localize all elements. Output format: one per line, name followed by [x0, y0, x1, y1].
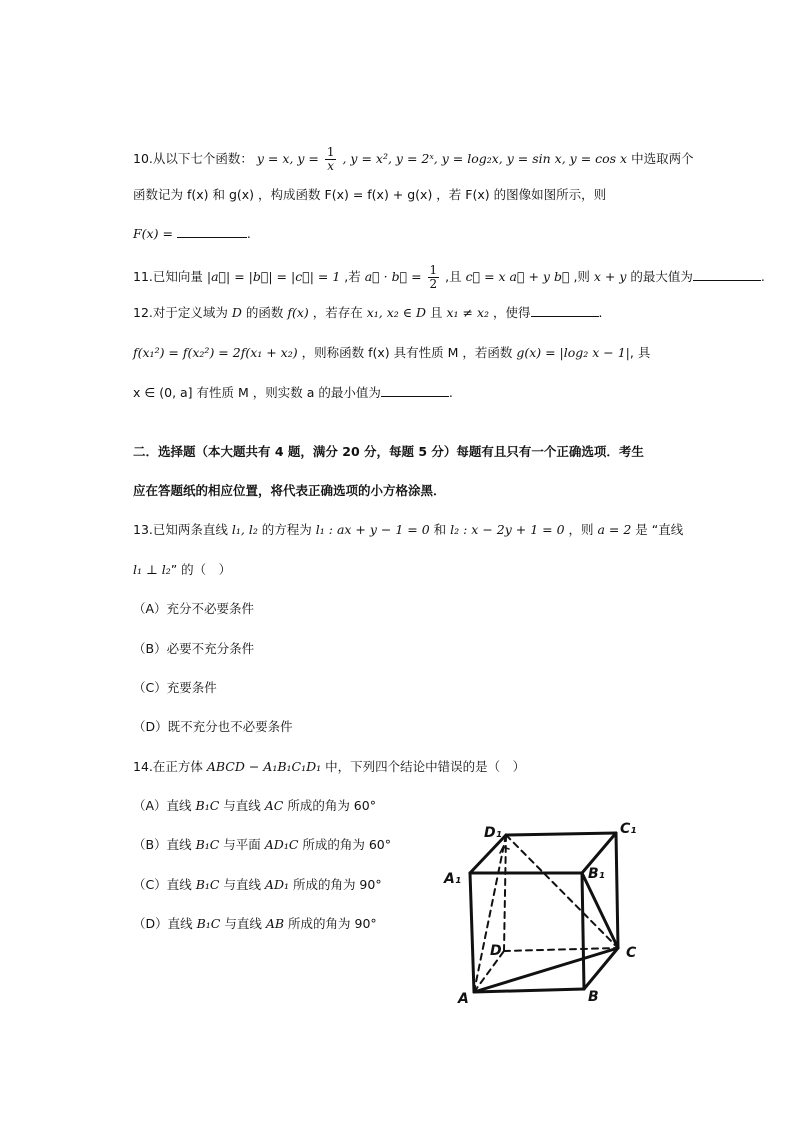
q10-line3 [133, 225, 251, 243]
q13-eq1: l₁ : ax + y − 1 = 0 [315, 522, 430, 537]
q11-mid2: ,且 [441, 269, 466, 284]
q12-line3 [133, 384, 453, 402]
q12-line2 [133, 344, 650, 362]
q13-line1-end: 是 “直线 [631, 522, 684, 537]
edge-d1-c1 [506, 833, 616, 835]
q11-suffix: 的最大值为 [626, 269, 693, 284]
section2-line1: 二．选择题（本大题共有 4 题，满分 20 分，每题 5 分）每题有且只有一个正确选项．考生 [133, 444, 644, 459]
q12-line2-g: g(x) = |log₂ x − 1| [516, 345, 630, 360]
q12-prefix: 12.对于定义域为 [133, 305, 232, 320]
q14-suffix: 中，下列四个结论中错误的是（ ） [321, 759, 526, 774]
q14-d-line1: B₁C [196, 916, 221, 931]
section2-line2: 应在答题纸的相应位置，将代表正确选项的小方格涂黑． [133, 483, 446, 498]
q13-option-d[interactable]: （D）既不充分也不必要条件 [133, 719, 293, 734]
q12-line1 [133, 304, 603, 322]
q12-line3-prefix: x ∈ (0, a] 有性质 M ，则实数 a 的最小值为 [133, 385, 381, 400]
q11-mid3: ,则 [569, 269, 594, 284]
label-b1: B₁ [588, 866, 605, 882]
q13-eq2: l₂ : x − 2y + 1 = 0 [450, 522, 565, 537]
q11-cond3: c⃗ = x a⃗ + y b⃗ [465, 269, 570, 284]
q13-option-c[interactable]: （C）充要条件 [133, 680, 217, 695]
label-a: A [458, 991, 469, 1007]
edge-b1-b [582, 873, 584, 989]
q11-mid1: ,若 [344, 269, 365, 284]
q14-a-line2: AC [264, 798, 284, 813]
q14-c-line1: B₁C [195, 877, 220, 892]
angle-mark [500, 847, 509, 853]
q13-option-b[interactable]: （B）必要不充分条件 [133, 641, 255, 656]
q14-option-a[interactable] [133, 797, 376, 815]
q10-line1 [133, 146, 694, 173]
q12-func: f(x) [287, 305, 309, 320]
q12-domain: D [231, 305, 242, 320]
q13-prefix: 13.已知两条直线 [133, 522, 232, 537]
q11-answer-blank[interactable] [693, 268, 761, 281]
q13-and: 和 [429, 522, 451, 537]
q12-line2-expr: f(x₁²) = f(x₂²) = 2f(x₁ + x₂) [133, 345, 298, 360]
q14-a-mid: 与直线 [219, 798, 265, 813]
q14-d-end: 所成的角为 90° [284, 916, 377, 931]
q14-option-d[interactable] [133, 915, 377, 933]
q14-d-label: （D）直线 [133, 916, 197, 931]
label-b: B [588, 989, 599, 1005]
q14-c-mid: 与直线 [219, 877, 265, 892]
q10-answer-label: F(x) = [133, 226, 177, 241]
q14-a-end: 所成的角为 60° [283, 798, 376, 813]
q14-c-line2: AD₁ [264, 877, 289, 892]
edge-b1-c [582, 873, 618, 948]
q10-answer-blank[interactable] [177, 225, 247, 238]
q11-frac-den: 2 [429, 277, 438, 291]
q14-d-mid: 与直线 [220, 916, 266, 931]
q14-b-end: 所成的角为 60° [298, 837, 392, 852]
hidden-d1-d [504, 835, 506, 951]
q12-end1: . [598, 305, 603, 320]
q13-lines: l₁, l₂ [231, 522, 258, 537]
q11-end: . [760, 269, 765, 284]
q12-mid3: 且 [426, 305, 447, 320]
q11-expr: x + y [593, 269, 627, 284]
q10-frac-num: 1 [326, 145, 335, 159]
hidden-a-d1 [474, 835, 506, 992]
q11-cond2: a⃗ · b⃗ = [364, 269, 426, 284]
label-d1: D₁ [484, 825, 502, 841]
q13-line1 [133, 521, 683, 539]
q10-line2: 函数记为 f(x) 和 g(x) ，构成函数 F(x) = f(x) + g(x) ，若 F(x) 的图像如图所示，则 [133, 187, 607, 202]
q12-mid1: 的函数 [241, 305, 288, 320]
q12-line2-mid: ，则称函数 f(x) 具有性质 M ，若函数 [297, 345, 517, 360]
edge-a-b [474, 989, 584, 992]
q14-a-label: （A）直线 [133, 798, 196, 813]
q10-frac-den: x [327, 159, 335, 173]
q14-b-plane: AD₁C [264, 837, 299, 852]
q14-b-line1: B₁C [195, 837, 220, 852]
label-c1: C₁ [620, 821, 637, 837]
label-c: C [626, 945, 637, 961]
q10-frac [325, 146, 337, 173]
q10-end: . [246, 226, 251, 241]
q13-mid2: ，则 [564, 522, 598, 537]
cube-figure [440, 815, 650, 1010]
q13-line2 [133, 561, 231, 579]
q11-cond1: |a⃗| = |b⃗| = |c⃗| = 1 [202, 269, 345, 284]
q12-line2-end: , 具 [629, 345, 651, 360]
q11-line [133, 264, 765, 291]
q14-cube: ABCD − A₁B₁C₁D₁ [206, 759, 322, 774]
q14-prefix: 14.在正方体 [133, 759, 207, 774]
q14-c-label: （C）直线 [133, 877, 196, 892]
q12-mid2: ，若存在 [308, 305, 367, 320]
q14-b-label: （B）直线 [133, 837, 196, 852]
q11-frac [428, 264, 440, 291]
edge-c1-c [616, 833, 618, 948]
edge-a1-a [470, 873, 474, 992]
q14-a-line1: B₁C [195, 798, 220, 813]
q13-line2-end: ” 的（ ） [170, 562, 232, 577]
q12-blank1[interactable] [531, 304, 599, 317]
q14-d-line2: AB [265, 916, 285, 931]
q14-c-end: 所成的角为 90° [288, 877, 382, 892]
label-d: D [490, 943, 502, 959]
q13-cond: a = 2 [597, 522, 632, 537]
label-a1: A₁ [444, 871, 461, 887]
hidden-d-c [504, 948, 618, 951]
q11-frac-num: 1 [429, 263, 438, 277]
q14-option-b[interactable] [133, 836, 391, 854]
q14-stem [133, 758, 525, 776]
q10-prefix: 10.从以下七个函数： [133, 151, 253, 166]
q12-cond: x₁, x₂ ∈ D [366, 305, 427, 320]
q13-perp: l₁ ⊥ l₂ [133, 562, 171, 577]
q10-func-b: , y = x², y = 2ˣ, y = log₂x, y = sin x, y = cos x [342, 151, 628, 166]
q10-func-a: y = x, y = [256, 151, 323, 166]
q14-option-c[interactable] [133, 876, 382, 894]
q12-mid4: ，使得 [489, 305, 531, 320]
q12-answer-blank[interactable] [381, 384, 449, 397]
q12-line3-end: . [448, 385, 453, 400]
q12-neq: x₁ ≠ x₂ [446, 305, 490, 320]
q11-prefix: 11.已知向量 [133, 269, 203, 284]
q13-mid: 的方程为 [257, 522, 316, 537]
q13-option-a[interactable]: （A）充分不必要条件 [133, 601, 255, 616]
q14-b-mid: 与平面 [219, 837, 265, 852]
q10-suffix: 中选取两个 [631, 151, 694, 166]
